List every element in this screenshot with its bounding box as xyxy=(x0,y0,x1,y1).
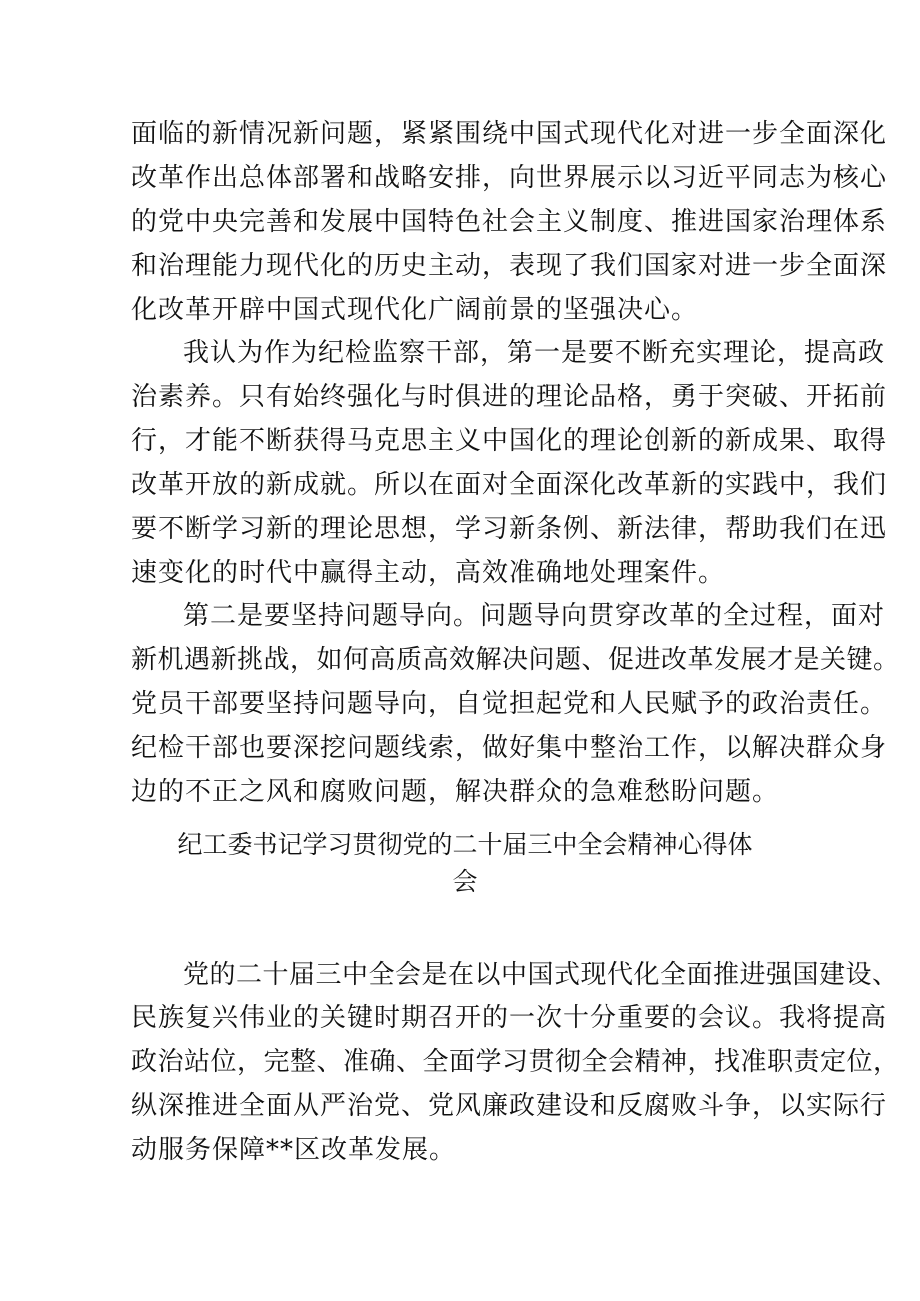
paragraph-2-line-2: 治素养。只有始终强化与时俱进的理论品格，勇于突破、开拓前 xyxy=(131,382,888,412)
paragraph-2-line-3: 行，才能不断获得马克思主义中国化的理论创新的新成果、取得 xyxy=(131,426,888,456)
paragraph-4-line-1: 党的二十届三中全会是在以中国式现代化全面推进强国建设、 xyxy=(183,960,899,990)
paragraph-1-line-3: 的党中央完善和发展中国特色社会主义制度、推进国家治理体系 xyxy=(131,207,888,237)
paragraph-1-line-1: 面临的新情况新问题，紧紧围绕中国式现代化对进一步全面深化 xyxy=(131,119,888,149)
paragraph-3-line-5: 边的不正之风和腐败问题，解决群众的急难愁盼问题。 xyxy=(131,777,780,807)
paragraph-2-line-4: 改革开放的新成就。所以在面对全面深化改革新的实践中，我们 xyxy=(131,470,888,500)
paragraph-2-line-1: 我认为作为纪检监察干部，第一是要不断充实理论，提高政 xyxy=(183,338,886,368)
paragraph-4-line-3: 政治站位，完整、准确、全面学习贯彻全会精神，找准职责定位， xyxy=(131,1047,900,1077)
paragraph-2-line-6: 速变化的时代中赢得主动，高效准确地处理案件。 xyxy=(131,558,726,588)
paragraph-1-line-4: 和治理能力现代化的历史主动，表现了我们国家对进一步全面深 xyxy=(131,251,888,281)
paragraph-1-line-2: 改革作出总体部署和战略安排，向世界展示以习近平同志为核心 xyxy=(131,163,888,193)
paragraph-4-line-2: 民族复兴伟业的关键时期召开的一次十分重要的会议。我将提高 xyxy=(131,1003,888,1033)
section-title-line-1: 纪工委书记学习贯彻党的二十届三中全会精神心得体 xyxy=(177,830,753,859)
paragraph-2-line-5: 要不断学习新的理论思想，学习新条例、新法律，帮助我们在迅 xyxy=(131,514,888,544)
paragraph-3-line-3: 党员干部要坚持问题导向，自觉担起党和人民赋予的政治责任。 xyxy=(131,689,888,719)
paragraph-3-line-2: 新机遇新挑战，如何高质高效解决问题、促进改革发展才是关键。 xyxy=(131,645,900,675)
paragraph-4-line-5: 动服务保障**区改革发展。 xyxy=(131,1135,457,1165)
paragraph-4-line-4: 纵深推进全面从严治党、党风廉政建设和反腐败斗争，以实际行 xyxy=(131,1091,888,1121)
paragraph-1-line-5: 化改革开辟中国式现代化广阔前景的坚强决心。 xyxy=(131,295,699,325)
paragraph-3-line-1: 第二是要坚持问题导向。问题导向贯穿改革的全过程，面对 xyxy=(183,601,886,631)
section-title-line-2: 会 xyxy=(452,867,478,896)
paragraph-3-line-4: 纪检干部也要深挖问题线索，做好集中整治工作，以解决群众身 xyxy=(131,733,888,763)
